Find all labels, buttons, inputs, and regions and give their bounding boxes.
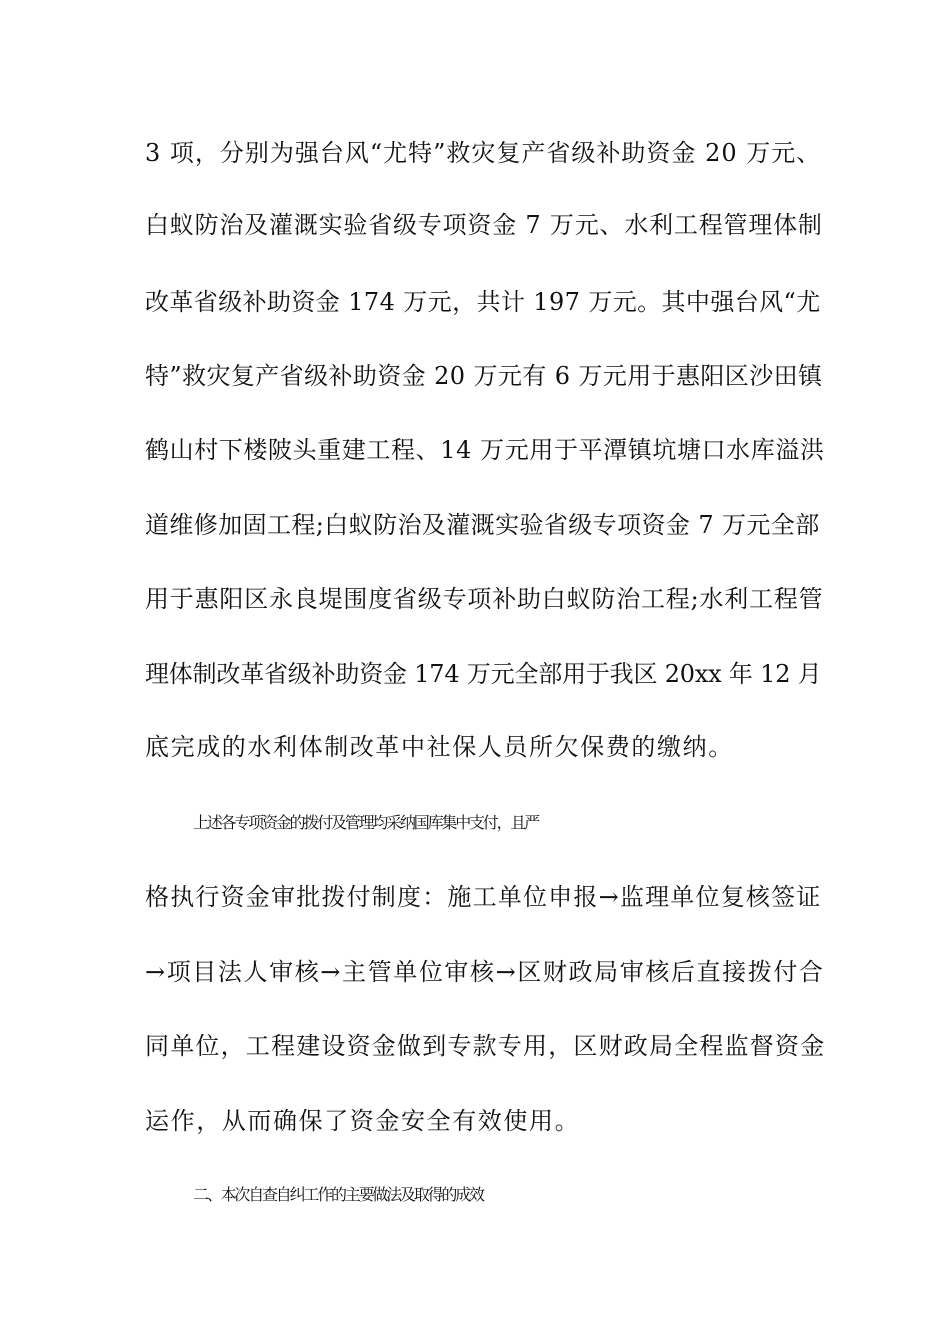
text-line: 理体制改革省级补助资金 174 万元全部用于我区 20xx 年 12 月	[145, 660, 822, 688]
text-line: 同单位，工程建设资金做到专款专用，区财政局全程监督资金	[145, 1032, 826, 1060]
paragraph-first-line: 上述各专项资金的拨付及管理均采纳国库集中支付，且严	[193, 813, 539, 832]
text-line: 格执行资金审批拨付制度：施工单位申报→监理单位复核签证	[145, 883, 822, 911]
section-heading: 二、本次自查自纠工作的主要做法及取得的成效	[193, 1185, 483, 1204]
text-line: 特”救灾复产省级补助资金 20 万元有 6 万元用于惠阳区沙田镇	[145, 362, 823, 390]
text-line: 鹤山村下楼陂头重建工程、14 万元用于平潭镇坑塘口水库溢洪	[145, 436, 825, 464]
text-line: 道维修加固工程;白蚁防治及灌溉实验省级专项资金 7 万元全部	[145, 511, 820, 539]
text-line: →项目法人审核→主管单位审核→区财政局审核后直接拨付合	[145, 958, 825, 986]
text-line: 用于惠阳区永良堤围度省级专项补助白蚁防治工程;水利工程管	[145, 585, 824, 613]
text-line: 白蚁防治及灌溉实验省级专项资金 7 万元、水利工程管理体制	[145, 211, 823, 239]
text-line: 3 项，分别为强台风“尤特”救灾复产省级补助资金 20 万元、	[145, 139, 822, 167]
text-line: 运作，从而确保了资金安全有效使用。	[145, 1107, 581, 1135]
text-line: 改革省级补助资金 174 万元，共计 197 万元。其中强台风“尤	[145, 288, 821, 316]
text-line: 底完成的水利体制改革中社保人员所欠保费的缴纳。	[145, 733, 734, 761]
